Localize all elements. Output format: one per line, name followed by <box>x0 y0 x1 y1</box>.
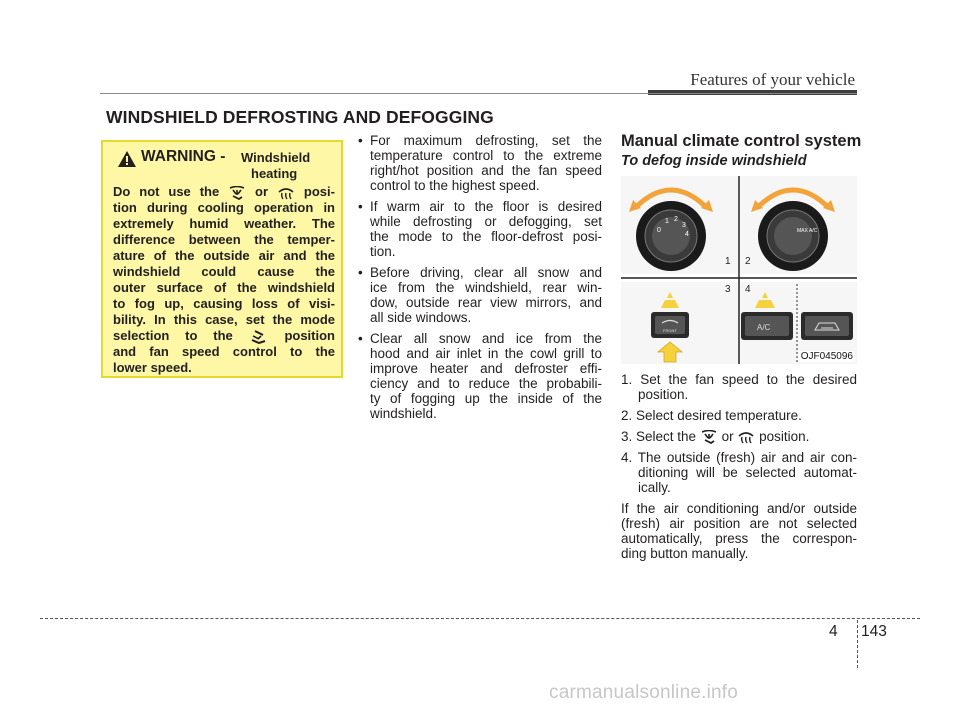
step-line: 2. Select desired temperature. <box>621 408 802 423</box>
note-line: If the air conditioning and/or outside <box>621 501 857 517</box>
step-line: ically. <box>638 480 671 496</box>
warning-text-part: or <box>255 184 269 199</box>
bullet-line: while defrosting or defogging, set <box>370 214 602 229</box>
instructions <box>621 372 857 561</box>
warning-text-part: posi- <box>303 184 335 199</box>
climate-control-figure <box>621 176 857 364</box>
warning-line: lower speed. <box>113 360 192 375</box>
bullet-dot: • <box>358 265 363 280</box>
warning-text <box>113 184 335 376</box>
bullet-line: If warm air to the floor is desired <box>370 199 602 214</box>
step-line: ditioning will be selected automat- <box>638 465 857 481</box>
bullet-line: right/hot position and the fan speed <box>370 163 602 178</box>
warning-line: windshield could cause the <box>113 264 335 279</box>
warning-line: ature of the outside air and the <box>113 248 335 263</box>
defrost-icon <box>737 430 755 444</box>
subsection-subtitle: To defog inside windshield <box>621 153 807 169</box>
callout-3: 3 <box>725 284 731 295</box>
subsection-title: Manual climate control system <box>621 132 862 150</box>
max-ac-label: MAX A/C <box>797 228 818 234</box>
warning-subject-2: heating <box>251 166 298 181</box>
bullet-line: For maximum defrosting, set the <box>370 133 602 148</box>
list-item <box>356 265 602 325</box>
warning-box <box>101 140 343 378</box>
warning-label: WARNING - <box>141 148 226 165</box>
bullet-list <box>356 133 602 427</box>
watermark: carmanualsonline.info <box>549 682 739 703</box>
bullet-line: dow, outside rear view mirrors, and <box>370 295 602 310</box>
warning-line <box>113 328 335 344</box>
warning-text-part: selection to the <box>113 328 233 343</box>
callout-1: 1 <box>725 256 731 267</box>
footer-rule <box>40 618 920 619</box>
callout-4: 4 <box>745 284 751 295</box>
bullet-line: Before driving, clear all snow and <box>370 265 602 280</box>
bullet-line: ty of fogging up the inside of the <box>370 391 602 406</box>
air-intake-button <box>801 312 853 340</box>
step-line: 4. The outside (fresh) air and air con- <box>621 450 857 466</box>
list-item <box>621 450 857 495</box>
warning-line <box>113 184 335 200</box>
bullet-line: control to the highest speed. <box>370 178 540 193</box>
defrost-icon <box>277 186 295 200</box>
step-text-part: 3. Select the <box>621 429 697 444</box>
list-item <box>356 199 602 259</box>
warning-line: and fan speed control to the <box>113 344 335 359</box>
note-paragraph <box>621 501 857 561</box>
step-line: 1. Set the fan speed to the desired <box>621 372 857 387</box>
bullet-dot: • <box>358 133 363 148</box>
callout-2: 2 <box>745 256 751 267</box>
fan-mark-4: 4 <box>685 231 689 238</box>
bullet-line: tion. <box>370 244 396 259</box>
warning-line: difference between the temper- <box>113 232 335 247</box>
footer-divider <box>857 620 858 668</box>
floor-defrost-icon <box>700 430 718 444</box>
step-text-part: or <box>721 429 734 444</box>
bullet-line: the mode to the floor-defrost posi- <box>370 229 602 244</box>
list-item <box>356 331 602 421</box>
warning-line: tion during cooling operation in <box>113 200 335 215</box>
warning-line: bility. In this case, set the mode <box>113 312 335 327</box>
page-number: 143 <box>861 623 887 640</box>
step-text-part: position. <box>759 429 810 444</box>
fan-mark-3: 3 <box>682 222 686 229</box>
step-line: position. <box>638 387 689 402</box>
list-item <box>621 408 857 423</box>
figure-code: OJF045096 <box>800 351 853 362</box>
note-line: ding button manually. <box>621 546 749 562</box>
front-label: FRONT <box>663 328 677 333</box>
fan-mark-2: 2 <box>674 216 678 223</box>
warning-text-part: Do not use the <box>113 184 220 199</box>
bullet-line: improve heater and defroster effi- <box>370 361 602 376</box>
bullet-dot: • <box>358 199 363 214</box>
chapter-number: 4 <box>829 623 838 640</box>
bullet-line: windshield. <box>370 406 437 421</box>
section-title: WINDSHIELD DEFROSTING AND DEFOGGING <box>106 107 494 127</box>
list-item <box>621 429 857 444</box>
bullet-dot: • <box>358 331 363 346</box>
bullet-line: temperature control to the extreme <box>370 148 602 163</box>
fan-mark-0: 0 <box>657 227 661 234</box>
mode-selection-icon <box>249 330 269 344</box>
bullet-line: hood and air inlet in the cowl grill to <box>370 346 602 361</box>
note-line: automatically, press the correspon- <box>621 531 857 547</box>
warning-subject-1: Windshield <box>241 150 311 165</box>
floor-defrost-icon <box>228 186 246 200</box>
step-line <box>621 429 857 444</box>
warning-text-part: position <box>284 328 335 343</box>
bullet-line: Clear all snow and ice from the <box>370 331 602 346</box>
list-item <box>621 372 857 402</box>
fan-mark-1: 1 <box>665 218 669 225</box>
warning-line: extremely humid weather. The <box>113 216 335 231</box>
climate-control-illustration <box>621 176 857 364</box>
header-rule <box>100 93 857 94</box>
warning-line: to fog up, causing loss of visi- <box>113 296 335 311</box>
list-item <box>356 133 602 193</box>
bullet-line: all side windows. <box>370 310 472 325</box>
warning-triangle-icon <box>117 150 137 168</box>
bullet-line: ciency and to reduce the probabili- <box>370 376 602 391</box>
running-header: Features of your vehicle <box>690 70 855 89</box>
warning-line: outer surface of the windshield <box>113 280 335 295</box>
ac-label: A/C <box>757 323 771 332</box>
note-line: (fresh) air position are not selected <box>621 516 857 532</box>
bullet-line: ice from the windshield, rear win- <box>370 280 602 295</box>
